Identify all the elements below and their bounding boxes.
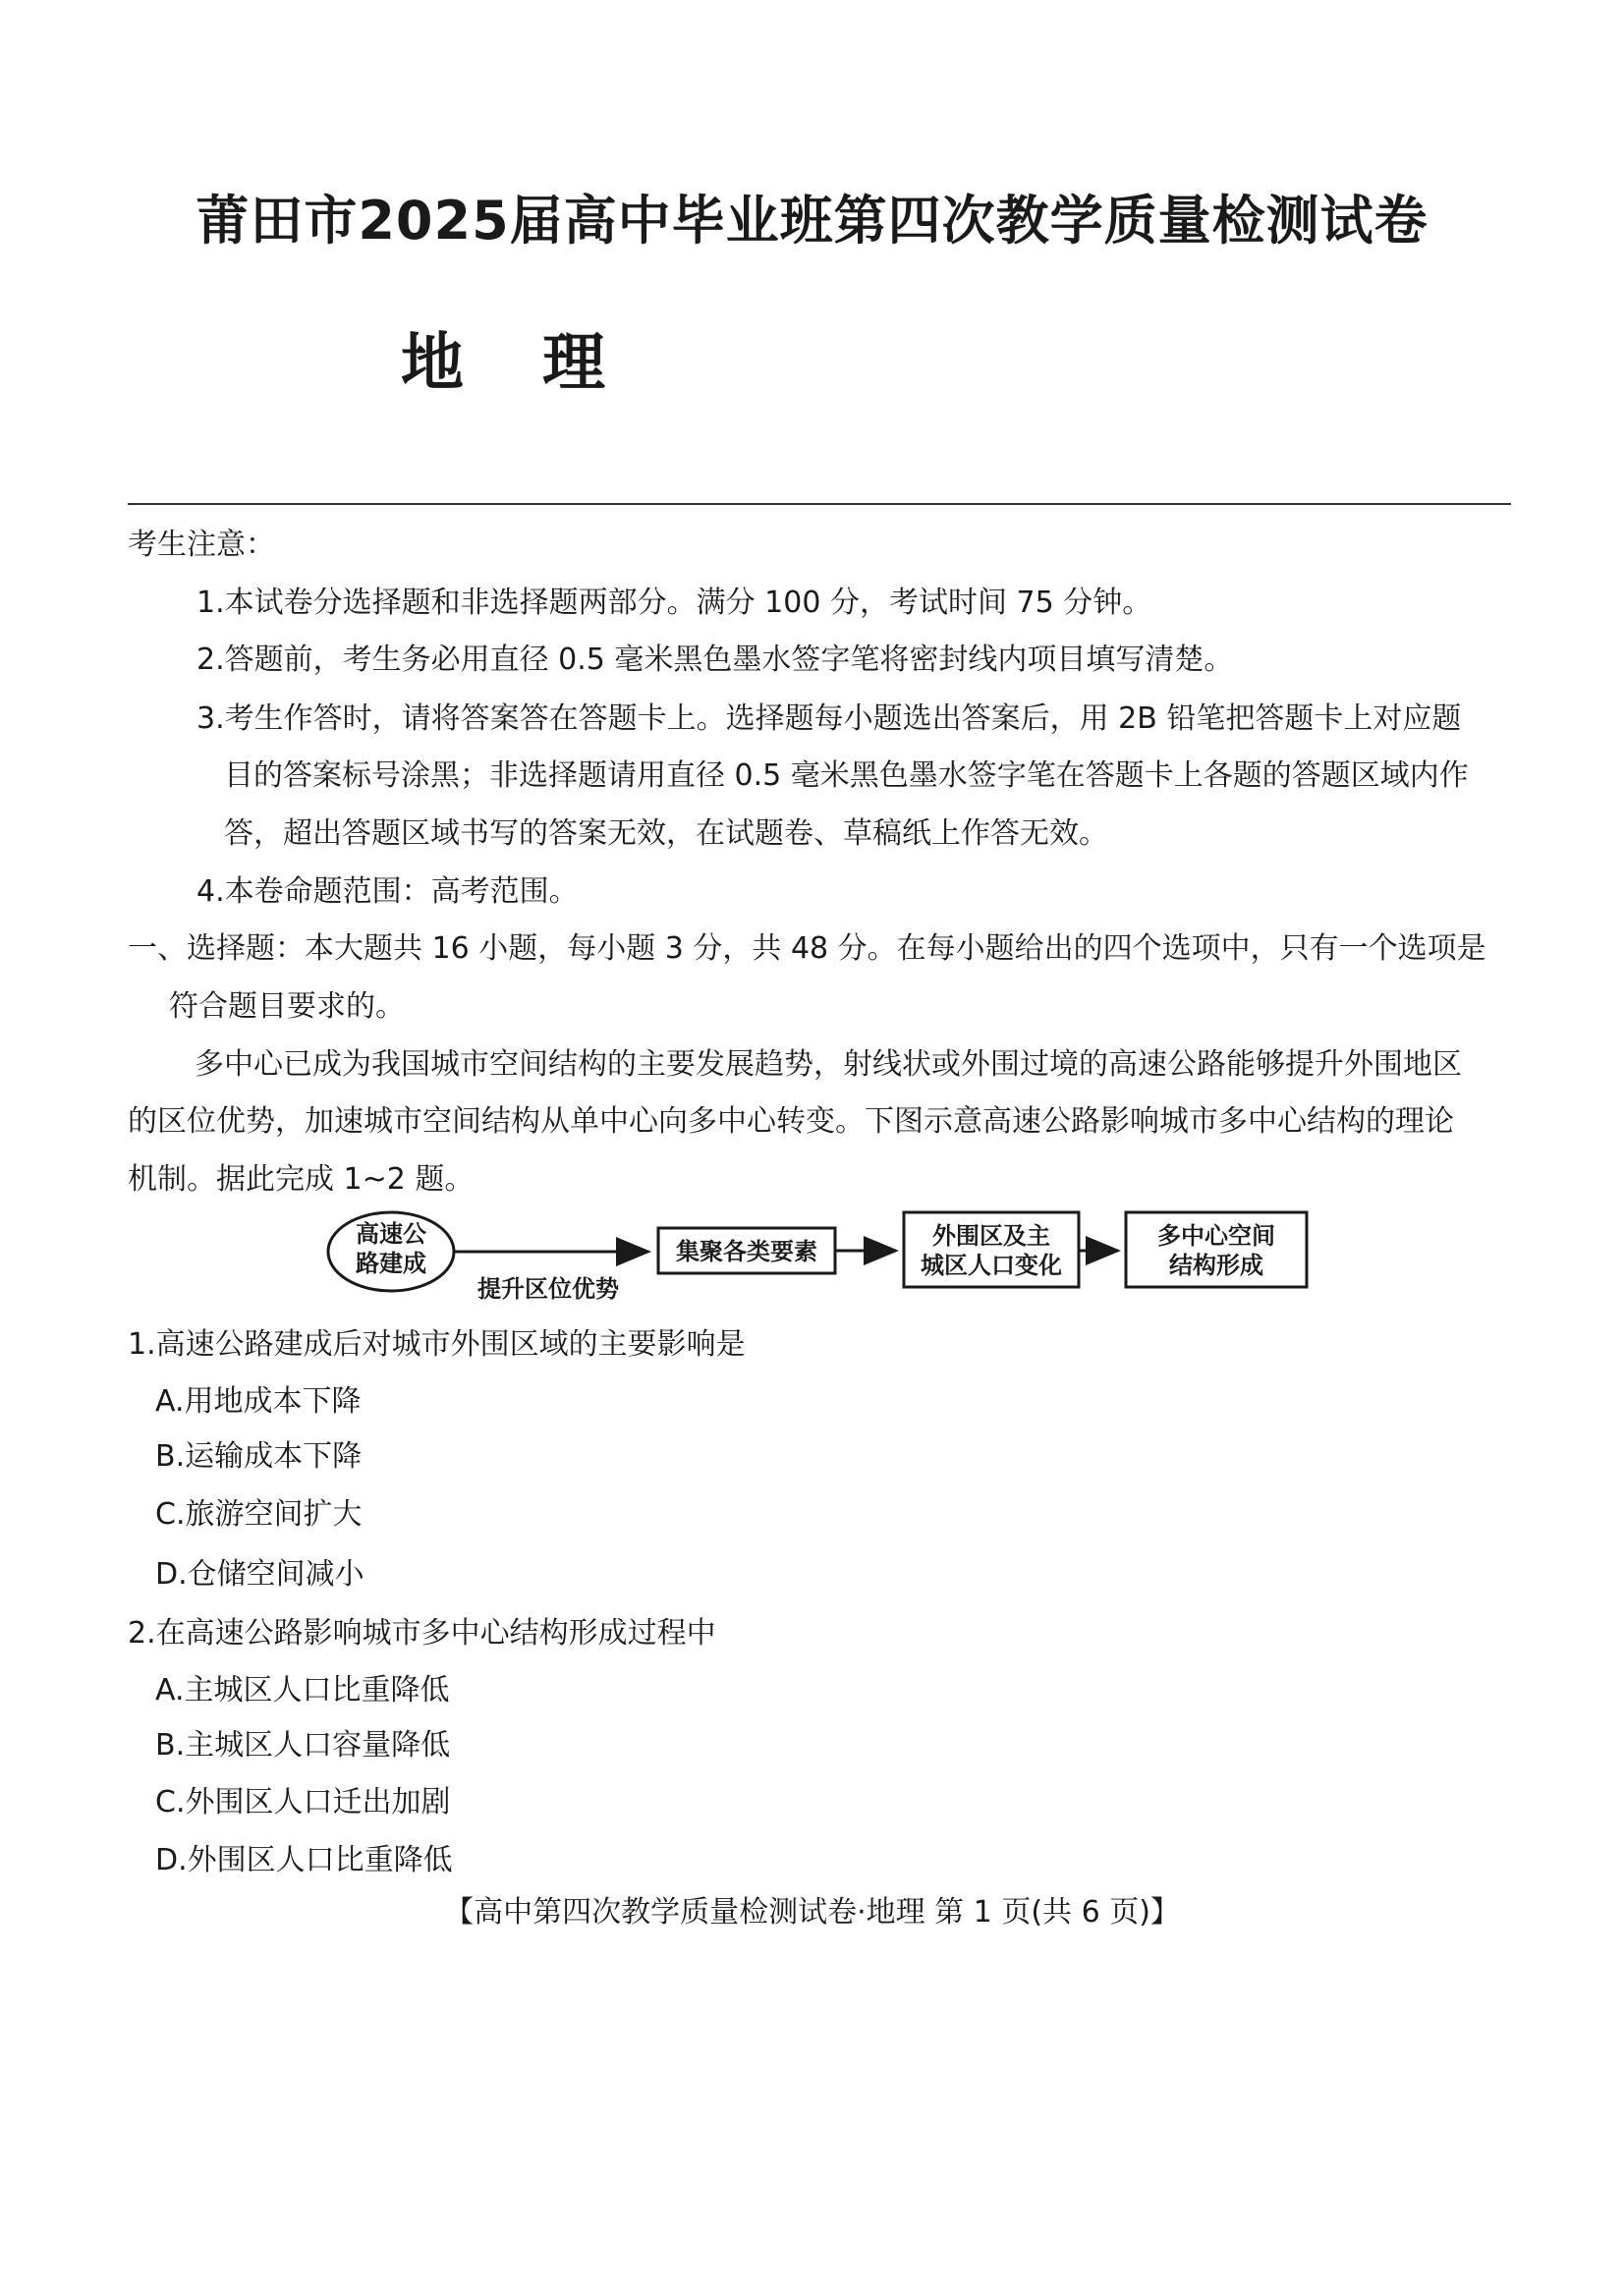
notice-item-3-cont-2: 答，超出答题区域书写的答案无效，在试题卷、草稿纸上作答无效。 <box>224 816 1108 851</box>
question-1-option-a[interactable]: A.用地成本下降 <box>155 1384 362 1419</box>
question-1-option-d[interactable]: D.仓储空间减小 <box>155 1557 364 1592</box>
notice-heading: 考生注意： <box>128 528 275 562</box>
notice-item-3: 3.考生作答时，请将答案答在答题卡上。选择题每小题选出答案后，用 2B 铅笔把答题卡上对应题 <box>196 701 1462 736</box>
start-label-line1: 高速公 <box>356 1219 426 1248</box>
box-population-line2: 城区人口变化 <box>921 1251 1062 1279</box>
question-1-option-b[interactable]: B.运输成本下降 <box>155 1439 363 1474</box>
question-1-option-c[interactable]: C.旅游空间扩大 <box>155 1497 363 1532</box>
exam-title: 莆田市2025届高中毕业班第四次教学质量检测试卷 <box>196 190 1428 252</box>
passage-line-1: 多中心已成为我国城市空间结构的主要发展趋势，射线状或外围过境的高速公路能够提升外围地区 <box>195 1047 1462 1082</box>
mechanism-diagram <box>324 1206 1326 1315</box>
box-gather-label: 集聚各类要素 <box>676 1237 817 1265</box>
box-polycentric-line1: 多中心空间 <box>1157 1221 1275 1250</box>
question-1-stem: 1.高速公路建成后对城市外围区域的主要影响是 <box>128 1327 746 1362</box>
page-footer: 【高中第四次教学质量检测试卷·地理 第 1 页(共 6 页)】 <box>444 1895 1180 1930</box>
start-label-line2: 路建成 <box>356 1249 426 1277</box>
header-divider <box>128 503 1511 505</box>
question-2-option-b[interactable]: B.主城区人口容量降低 <box>155 1728 451 1763</box>
box-polycentric-line2: 结构形成 <box>1169 1251 1263 1279</box>
question-2-option-d[interactable]: D.外围区人口比重降低 <box>155 1843 453 1877</box>
passage-line-2: 的区位优势，加速城市空间结构从单中心向多中心转变。下图示意高速公路影响城市多中心结构的理论 <box>128 1104 1454 1139</box>
notice-item-2: 2.答题前，考生务必用直径 0.5 毫米黑色墨水签字笔将密封线内项目填写清楚。 <box>196 643 1234 677</box>
section-heading-cont: 符合题目要求的。 <box>169 989 405 1024</box>
section-heading: 一、选择题：本大题共 16 小题，每小题 3 分，共 48 分。在每小题给出的四个选项中，只有一个选项是 <box>128 931 1486 966</box>
box-population-line1: 外围区及主 <box>932 1221 1050 1250</box>
notice-item-1: 1.本试卷分选择题和非选择题两部分。满分 100 分，考试时间 75 分钟。 <box>196 586 1152 620</box>
question-2-option-c[interactable]: C.外围区人口迁出加剧 <box>155 1785 451 1819</box>
question-2-option-a[interactable]: A.主城区人口比重降低 <box>155 1673 450 1707</box>
arrow-label: 提升区位优势 <box>477 1274 619 1303</box>
notice-item-3-cont-1: 目的答案标号涂黑；非选择题请用直径 0.5 毫米黑色墨水签字笔在答题卡上各题的答题区域内作 <box>224 758 1469 793</box>
notice-item-4: 4.本卷命题范围：高考范围。 <box>196 874 579 909</box>
question-2-stem: 2.在高速公路影响城市多中心结构形成过程中 <box>128 1616 716 1651</box>
passage-line-3: 机制。据此完成 1~2 题。 <box>128 1162 475 1197</box>
subject-title: 地理 <box>401 327 684 400</box>
